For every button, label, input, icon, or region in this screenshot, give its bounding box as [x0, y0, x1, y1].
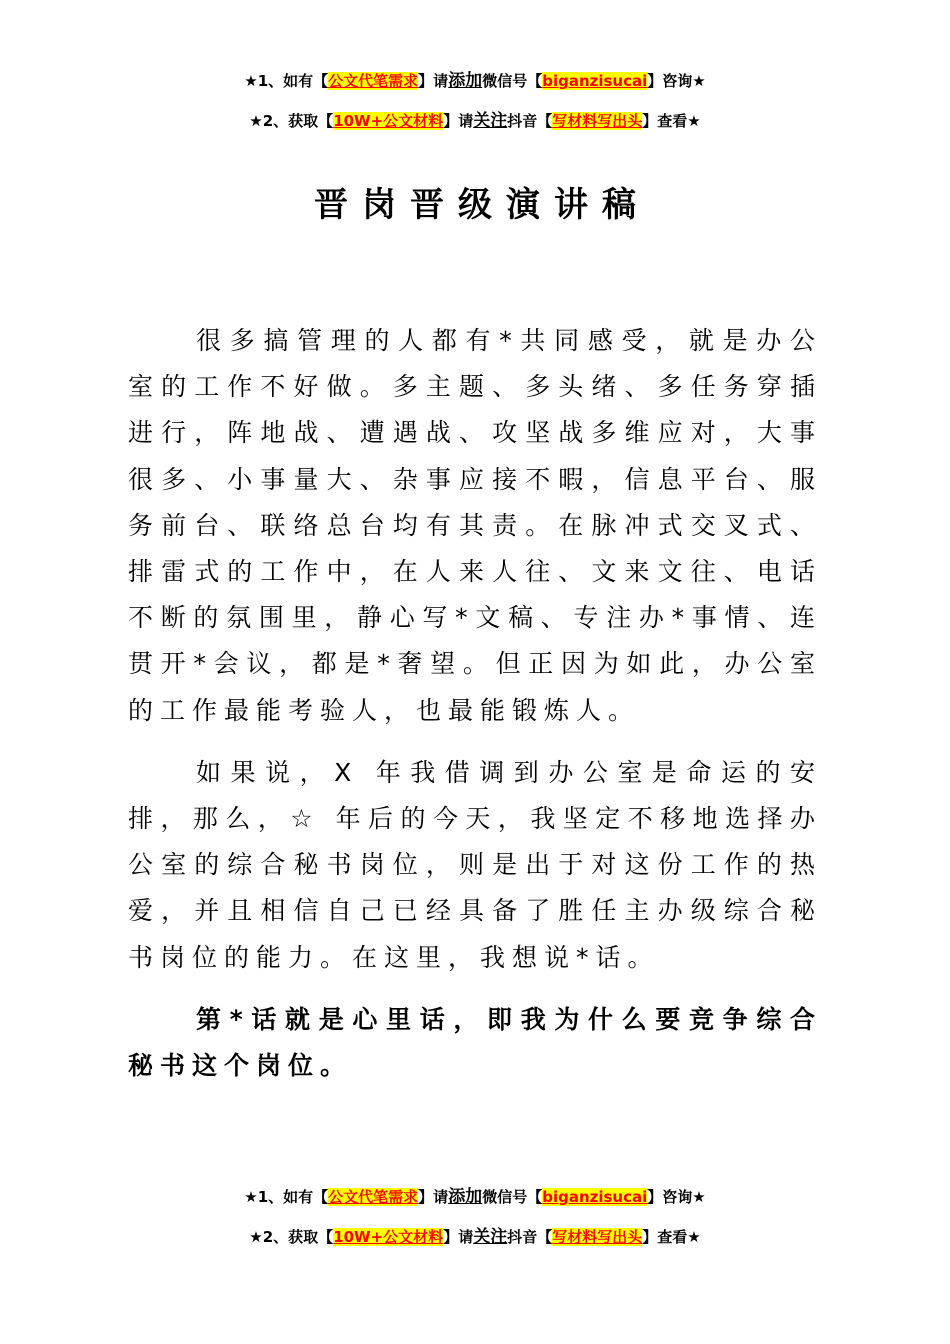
top-banner-line-1: [0, 70, 950, 92]
banner-text: 】咨询★: [647, 1188, 706, 1206]
banner-text: ★2、获取【: [249, 112, 334, 130]
document-body: [128, 318, 822, 1105]
banner-text: 】请: [443, 112, 474, 130]
banner-text: 】咨询★: [647, 72, 706, 90]
banner-underlined-text: 关注: [473, 111, 508, 131]
bottom-banner-line-1: [0, 1186, 950, 1208]
banner-highlight-wechat-id: biganzisucai: [542, 72, 648, 90]
banner-text: ★1、如有【: [244, 1188, 329, 1206]
banner-highlight-service: 公文代笔需求: [328, 72, 419, 90]
banner-highlight-materials: 10W+公文材料: [333, 112, 444, 130]
paragraph-2: 如果说，X 年我借调到办公室是命运的安排，那么，☆ 年后的今天，我坚定不移地选择办公室的综合秘书岗位，则是出于对这份工作的热爱，并且相信自己已经具备了胜任主办级综合秘书岗位的能力。在这里，我想说*话。: [128, 757, 822, 972]
paragraph-1: 很多搞管理的人都有*共同感受，就是办公室的工作不好做。多主题、多头绪、多任务穿插进行，阵地战、遭遇战、攻坚战多维应对，大事很多、小事量大、杂事应接不暇，信息平台、服务前台、联络总台均有其责。在脉冲式交叉式、排雷式的工作中，在人来人往、文来文往、电话不断的氛围里，静心写*文稿、专注办*事情、连贯开*会议，都是*奢望。但正因为如此，办公室的工作最能考验人，也最能锻炼人。: [128, 326, 822, 725]
banner-text: 抖音【: [507, 112, 553, 130]
banner-text: 】查看★: [642, 1228, 701, 1246]
banner-highlight-service: 公文代笔需求: [328, 1188, 419, 1206]
banner-highlight-materials: 10W+公文材料: [333, 1228, 444, 1246]
page-title: 晋岗晋级演讲稿: [314, 185, 650, 225]
banner-highlight-douyin-id: 写材料写出头: [552, 1228, 643, 1246]
top-banner-line-2: [0, 110, 950, 132]
banner-text: 抖音【: [507, 1228, 553, 1246]
banner-highlight-douyin-id: 写材料写出头: [552, 112, 643, 130]
banner-text: ★1、如有【: [244, 72, 329, 90]
banner-text: 】请: [443, 1228, 474, 1246]
banner-text: 微信号【: [482, 1188, 543, 1206]
banner-underlined-text: 关注: [473, 1227, 508, 1247]
banner-text: 】请: [418, 72, 449, 90]
banner-text: 】查看★: [642, 112, 701, 130]
banner-text: 微信号【: [482, 72, 543, 90]
banner-highlight-wechat-id: biganzisucai: [542, 1188, 648, 1206]
bottom-banner-line-2: [0, 1226, 950, 1248]
banner-underlined-text: 添加: [448, 1187, 483, 1207]
paragraph-heading-bold: 第*话就是心里话，即我为什么要竞争综合秘书这个岗位。: [128, 1004, 822, 1081]
banner-text: ★2、获取【: [249, 1228, 334, 1246]
banner-underlined-text: 添加: [448, 71, 483, 91]
banner-text: 】请: [418, 1188, 449, 1206]
